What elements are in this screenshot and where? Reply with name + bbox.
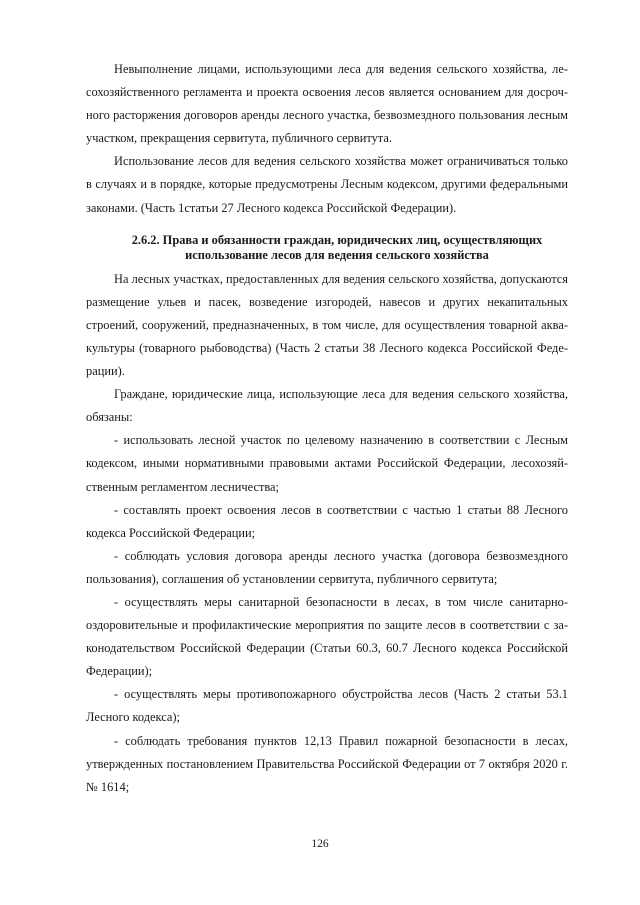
list-item-obligation: - соблюдать условия договора аренды лесного участка (договора безвозмездного пользования), соглашения об установлении сервитута, публичного сервитута; — [86, 548, 568, 586]
paragraph-noncompliance: Невыполнение лицами, использующими леса для ведения сельского хозяйства, лесохозяйственного регламента и проекта освоения лесов является основанием для досрочного расторжения договоров аренды лесного участка, безвозмездного пользования лесным участком, прекращения сервитута, публичного сервитута. — [86, 62, 568, 146]
paragraph-obligations-intro: Граждане, юридические лица, использующие леса для ведения сельского хозяйства, обязаны: — [86, 387, 568, 425]
paragraph-restrictions: Использование лесов для ведения сельского хозяйства может ограничиваться только в случаях и в порядке, которые предусмотрены Лесным кодексом, другими федеральными законами. (Часть 1статьи 27 Лесного кодекса Российской Федерации). — [86, 154, 568, 215]
list-item-obligation: - осуществлять меры санитарной безопасности в лесах, в том числе санитарно-оздоровительные и профилактические мероприятия по защите лесов в соответствии с законодательством Российской Федерации (Статьи 60.3, 60.7 Лесного кодекса Российской Федерации); — [86, 594, 568, 679]
page-number: 126 — [311, 838, 329, 850]
section-heading: 2.6.2. Права и обязанности граждан, юридических лиц, осуществляющих использование лесов для ведения сельского хозяйства — [131, 232, 543, 263]
list-item-obligation: - использовать лесной участок по целевому назначению в соответствии с Лесным кодексом, иными нормативными правовыми актами Российской Федерации, лесохозяйственным регламентом лесничества; — [86, 433, 568, 494]
list-item-obligation: - составлять проект освоения лесов в соответствии с частью 1 статьи 88 Лесного кодекса Российской Федерации; — [86, 502, 568, 540]
list-item-obligation: - осуществлять меры противопожарного обустройства лесов (Часть 2 статьи 53.1 Лесного кодекса); — [86, 687, 568, 725]
paragraph-permitted-structures: На лесных участках, предоставленных для ведения сельского хозяйства, допускаются размещение ульев и пасек, возведение изгородей, навесов и других некапитальных строений, сооружений, предназначенных, в том числе, для осуществления товарной аквакультуры (товарного рыбоводства) (Часть 2 статьи 38 Лесного кодекса Российской Федерации). — [86, 271, 568, 379]
list-item-obligation: - соблюдать требования пунктов 12,13 Правил пожарной безопасности в лесах, утвержденных постановлением Правительства Российской Федерации от 7 октября 2020 г. № 1614; — [86, 733, 568, 794]
